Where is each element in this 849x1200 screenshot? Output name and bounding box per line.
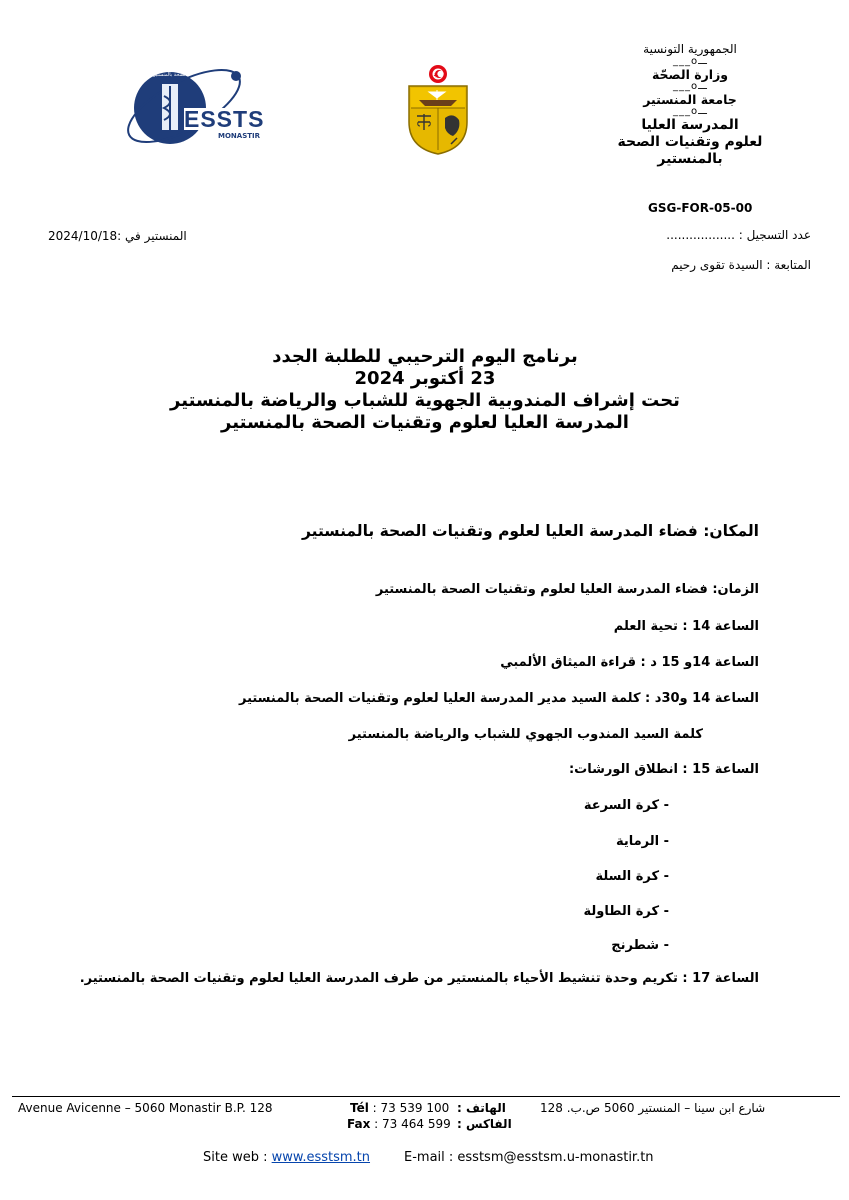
- school-name-line2: لعلوم وتقنيات الصحة بالمنستير: [617, 134, 763, 167]
- workshop-item: - شطرنج: [611, 938, 669, 953]
- logo-ring-text: المدرسة العليا لعلوم و تقنيات الصحة بالمنستير: [139, 66, 201, 78]
- fax-label: Fax: [347, 1117, 371, 1131]
- workshop-item: - كرة الطاولة: [583, 904, 669, 919]
- website-label: Site web :: [203, 1150, 272, 1165]
- program-place: المكان: فضاء المدرسة العليا لعلوم وتقنيات الصحة بالمنستير: [302, 522, 759, 540]
- program-supervision: تحت إشراف المندوبية الجهوية للشباب والرياضة بالمنستير: [170, 390, 680, 411]
- program-title: برنامج اليوم الترحيبي للطلبة الجدد: [272, 346, 578, 367]
- program-date: 23 أكتوبر 2024: [354, 368, 496, 389]
- footer-address-ar: شارع ابن سينا – المنستير 5060 ص.ب. 128: [540, 1101, 766, 1115]
- footer-fax-ar: الفاكس :: [457, 1117, 512, 1131]
- footer-phone: [350, 1101, 449, 1115]
- program-school: المدرسة العليا لعلوم وتقنيات الصحة بالمنستير: [221, 412, 629, 433]
- followup-person: المتابعة : السيدة تقوى رحيم: [671, 258, 811, 272]
- university-name: جامعة المنستير: [643, 92, 737, 107]
- form-code: GSG-FOR-05-00: [648, 201, 753, 215]
- essts-logo: [122, 62, 265, 152]
- ministry-name: وزارة الصحّة: [651, 67, 729, 82]
- header-separator: ـــo___: [673, 81, 707, 92]
- document-date: المنستير في :2024/10/18: [48, 229, 187, 243]
- logo-text: ESSTS: [184, 106, 265, 132]
- workshop-item: - كرة السرعة: [583, 798, 669, 813]
- footer-website: [203, 1150, 370, 1165]
- website-link[interactable]: www.esstsm.tn: [271, 1150, 371, 1165]
- program-item-charter: الساعة 14و 15 د : قراءة الميثاق الألمبي: [500, 655, 759, 670]
- phone-label: Tél: [350, 1101, 369, 1115]
- footer-fax: [347, 1117, 451, 1131]
- school-name-line1: المدرسة العليا: [641, 117, 739, 133]
- footer-address-fr: Avenue Avicenne – 5060 Monastir B.P. 128: [18, 1101, 273, 1115]
- program-item-workshops: الساعة 15 : انطلاق الورشات:: [568, 762, 759, 777]
- footer-phone-ar: الهاتف :: [457, 1101, 506, 1115]
- fax-value: : 73 464 599: [370, 1117, 451, 1131]
- program-item-director-speech: الساعة 14 و30د : كلمة السيد مدير المدرسة العليا لعلوم وتقنيات الصحة بالمنستير: [238, 691, 759, 706]
- program-time: الزمان: فضاء المدرسة العليا لعلوم وتقنيات الصحة بالمنستير: [375, 582, 759, 597]
- program-item-flag: الساعة 14 : تحية العلم: [613, 619, 759, 634]
- header-separator: ـــo___: [673, 56, 707, 67]
- program-item-honoring: الساعة 17 : تكريم وحدة تنشيط الأحياء بالمنستير من طرف المدرسة العليا لعلوم وتقنيات الصحة بالمنستير.: [79, 971, 759, 986]
- header-separator: ـــo___: [673, 106, 707, 117]
- footer-email: E-mail : esstsm@esstsm.u-monastir.tn: [404, 1150, 654, 1165]
- tunisia-coat-of-arms: [405, 64, 471, 156]
- ministry-header: [585, 42, 795, 168]
- program-title-block: [100, 346, 750, 434]
- republic-name: الجمهورية التونسية: [643, 42, 737, 56]
- workshop-item: - الرماية: [615, 834, 669, 849]
- registration-number: عدد التسجيل : ..................: [666, 228, 811, 242]
- program-item-delegate-speech: كلمة السيد المندوب الجهوي للشباب والرياضة بالمنستير: [348, 727, 703, 742]
- logo-subtext: MONASTIR: [218, 132, 261, 140]
- phone-value: : 73 539 100: [368, 1101, 450, 1115]
- footer-divider: [12, 1096, 840, 1097]
- workshop-item: - كرة السلة: [595, 869, 669, 884]
